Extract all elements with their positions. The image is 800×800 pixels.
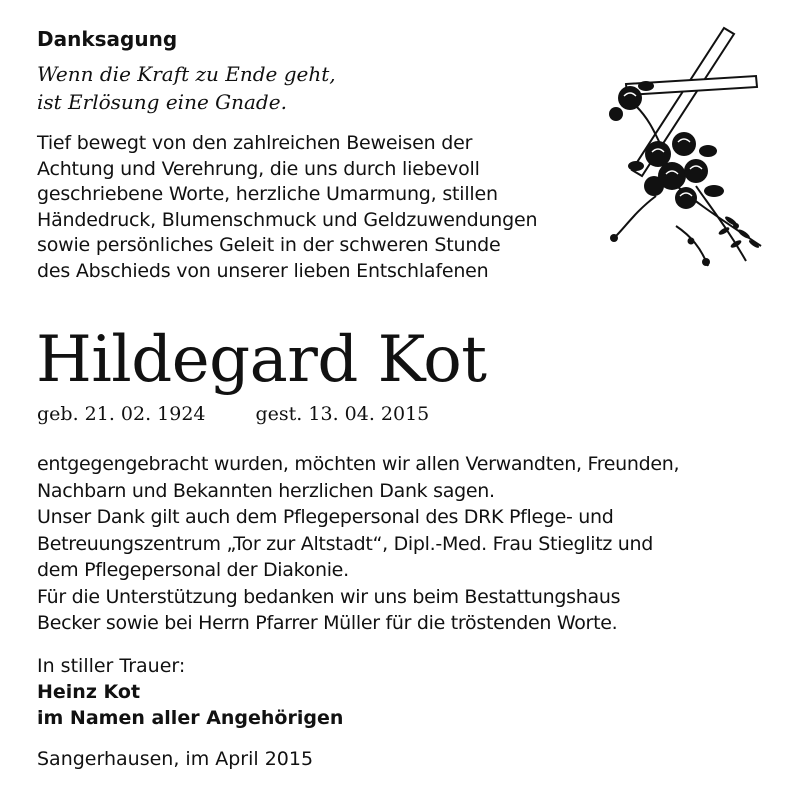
signer-on-behalf: im Namen aller Angehörigen [37, 707, 344, 729]
thanks-line: Unser Dank gilt auch dem Pflegepersonal des DRK Pflege- und [37, 506, 614, 528]
motto [37, 60, 336, 116]
intro-line: des Abschieds von unserer lieben Entschlafenen [37, 259, 489, 282]
place-and-date: Sangerhausen, im April 2015 [37, 748, 314, 770]
deceased-name: Hildegard Kot [36, 323, 487, 397]
mourning-intro: In stiller Trauer: [37, 655, 186, 677]
thanks-line: Nachbarn und Bekannten herzlichen Dank sagen. [37, 479, 495, 502]
cross-with-roses-icon [596, 26, 768, 278]
closing-block [37, 653, 343, 731]
notice-heading: Danksagung [37, 27, 178, 51]
thanks-line: Für die Unterstützung bedanken wir uns beim Bestattungshaus [37, 585, 621, 608]
thanks-line: Betreuungszentrum „Tor zur Altstadt“, Dipl.-Med. Frau Stieglitz und [37, 532, 654, 555]
intro-line: Tief bewegt von den zahlreichen Beweisen der [37, 132, 473, 154]
motto-line: Wenn die Kraft zu Ende geht, [37, 62, 336, 86]
birth-date: geb. 21. 02. 1924 [37, 403, 206, 425]
thanks-line: entgegengebracht wurden, möchten wir allen Verwandten, Freunden, [37, 453, 680, 475]
life-dates [37, 403, 429, 425]
intro-paragraph [37, 131, 617, 284]
intro-line: Händedruck, Blumenschmuck und Geldzuwendungen [37, 208, 538, 231]
thanks-line: dem Pflegepersonal der Diakonie. [37, 559, 349, 581]
intro-line: Achtung und Verehrung, die uns durch liebevoll [37, 157, 480, 180]
thanks-line: Becker sowie bei Herrn Pfarrer Müller für die tröstenden Worte. [37, 612, 618, 634]
thanks-paragraph [37, 451, 782, 637]
death-date: gest. 13. 04. 2015 [255, 403, 430, 425]
signer-name: Heinz Kot [37, 681, 141, 703]
motto-line: ist Erlösung eine Gnade. [37, 90, 287, 114]
intro-line: sowie persönliches Geleit in der schweren Stunde [37, 234, 501, 256]
intro-line: geschriebene Worte, herzliche Umarmung, stillen [37, 183, 498, 205]
